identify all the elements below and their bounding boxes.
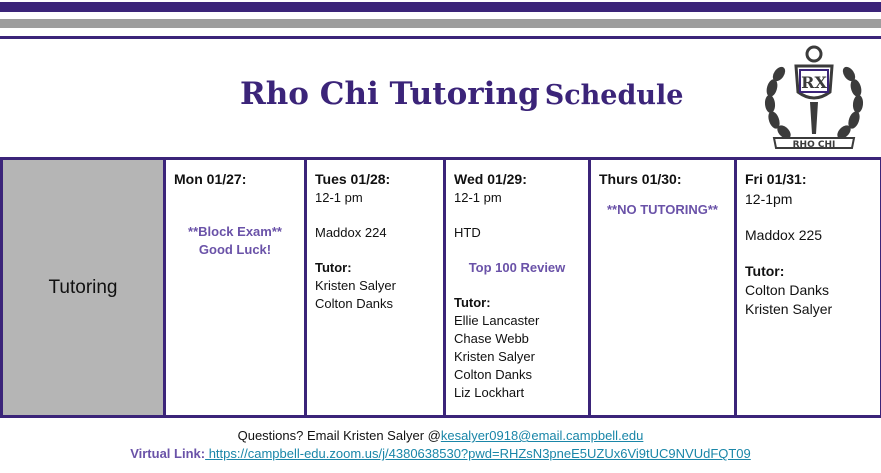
rho-chi-logo bbox=[760, 42, 868, 158]
day-heading: Fri 01/31: bbox=[745, 171, 807, 187]
gray-stripe bbox=[0, 19, 881, 28]
day-heading: Mon 01/27: bbox=[174, 171, 247, 187]
tutor-name: Liz Lockhart bbox=[454, 385, 525, 400]
title-sub: Schedule bbox=[544, 80, 684, 111]
day-cell-wed bbox=[445, 159, 590, 417]
tutor-name: Colton Danks bbox=[454, 367, 533, 382]
footer bbox=[0, 427, 881, 463]
email-link[interactable]: kesalyer0918@email.campbell.edu bbox=[440, 428, 644, 443]
thin-purple-stripe bbox=[0, 36, 881, 39]
zoom-link[interactable]: https://campbell-edu.zoom.us/j/4380638530?pwd=RHZsN3pneE5UZUx6Vi9tUC9NVUdFQT09 bbox=[205, 446, 751, 461]
day-heading: Wed 01/29: bbox=[454, 171, 527, 187]
virtual-link-line bbox=[0, 445, 881, 463]
questions-text: Questions? Email Kristen Salyer @ bbox=[237, 428, 441, 443]
day-location: Maddox 224 bbox=[315, 225, 387, 240]
tutor-label: Tutor: bbox=[745, 263, 785, 279]
day-location: Maddox 225 bbox=[745, 227, 823, 243]
day-heading: Tues 01/28: bbox=[315, 171, 391, 187]
tutor-name: Colton Danks bbox=[745, 282, 830, 298]
tutor-label: Tutor: bbox=[315, 260, 352, 275]
day-cell-mon bbox=[165, 159, 306, 417]
day-time: 12-1pm bbox=[745, 191, 793, 207]
day-note: Good Luck! bbox=[198, 242, 272, 257]
tutor-name: Kristen Salyer bbox=[315, 278, 396, 293]
row-label-tutoring: Tutoring bbox=[2, 159, 165, 417]
questions-line bbox=[0, 427, 881, 445]
title-main: Rho Chi Tutoring bbox=[240, 76, 540, 112]
day-cell-fri bbox=[736, 159, 881, 417]
day-note: **Block Exam** bbox=[188, 224, 282, 239]
day-heading: Thurs 01/30: bbox=[599, 171, 682, 187]
top-purple-stripe bbox=[0, 2, 881, 12]
tutor-name: Colton Danks bbox=[315, 296, 394, 311]
logo-text: RHO CHI bbox=[792, 140, 836, 150]
logo-mark: RX bbox=[801, 73, 827, 92]
tutor-name: Ellie Lancaster bbox=[454, 313, 540, 328]
tutor-name: Chase Webb bbox=[454, 331, 529, 346]
day-time: 12-1 pm bbox=[315, 190, 363, 205]
virtual-link-label: Virtual Link: bbox=[130, 446, 206, 461]
schedule-table bbox=[0, 157, 881, 418]
day-note: **NO TUTORING** bbox=[607, 202, 718, 217]
day-cell-thurs bbox=[590, 159, 736, 417]
day-cell-tues bbox=[306, 159, 445, 417]
tutor-label: Tutor: bbox=[454, 295, 491, 310]
tutor-name: Kristen Salyer bbox=[454, 349, 535, 364]
tutor-name: Kristen Salyer bbox=[745, 301, 833, 317]
day-time: 12-1 pm bbox=[454, 190, 502, 205]
page-title bbox=[240, 76, 683, 112]
day-note: Top 100 Review bbox=[468, 260, 566, 275]
day-location: HTD bbox=[454, 225, 481, 240]
